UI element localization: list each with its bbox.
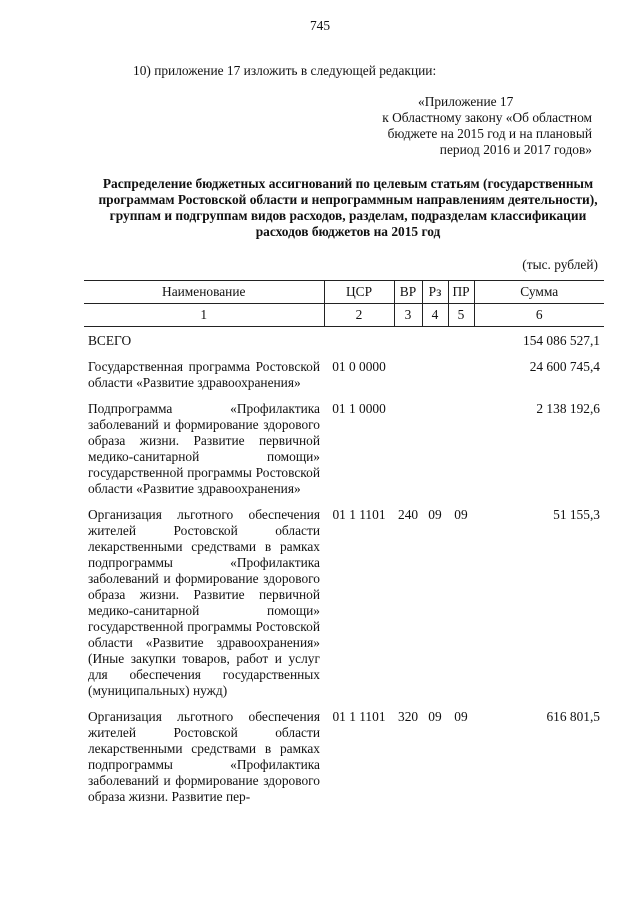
header-vr: ВР [394, 281, 422, 304]
page-number: 745 [309, 18, 331, 33]
row-pr [448, 353, 474, 395]
header-pr: ПР [448, 281, 474, 304]
row-sum: 2 138 192,6 [536, 401, 600, 416]
col-number-3: 3 [394, 304, 422, 327]
row-vr [394, 353, 422, 395]
row-vr [394, 395, 422, 501]
row-csr: 01 1 1101 [332, 507, 386, 522]
appendix-line-3: бюджете на 2015 год и на плановый [387, 126, 592, 141]
row-sum: 616 801,5 [546, 709, 600, 724]
row-rz [422, 395, 448, 501]
row-pr [448, 395, 474, 501]
row-rz [422, 327, 448, 354]
row-pr: 09 [454, 507, 468, 522]
table-row [84, 395, 604, 501]
row-csr: 01 1 0000 [332, 401, 386, 416]
table-row [84, 703, 604, 809]
row-name: Организация льготного обеспечения жителей Ростовской области лекарственными средствами в рамках подпрограммы «Профилактика заболеваний и формирование здорового образа жизни. Развитие пер- [88, 709, 320, 804]
row-vr: 320 [398, 709, 419, 724]
col-number-4: 4 [422, 304, 448, 327]
amendment-intro: 10) приложение 17 изложить в следующей редакции: [133, 63, 437, 78]
row-rz: 09 [428, 507, 442, 522]
document-title: Распределение бюджетных ассигнований по целевым статьям (государственным программам Ростовской области и непрограммным направлениям деятельности), группам и подгруппам видов расходов, разделам, подразделам классификации расходов бюджетов на 2015 год [98, 176, 598, 239]
row-sum: 154 086 527,1 [523, 333, 600, 348]
col-number-2: 2 [324, 304, 394, 327]
row-name: Государственная программа Ростовской области «Развитие здравоохранения» [88, 359, 320, 390]
row-pr [448, 327, 474, 354]
table-row [84, 327, 604, 354]
appendix-line-2: к Областному закону «Об областном [382, 110, 592, 125]
col-number-5: 5 [448, 304, 474, 327]
row-csr [324, 327, 394, 354]
row-csr: 01 0 0000 [332, 359, 386, 374]
row-csr: 01 1 1101 [332, 709, 386, 724]
col-number-6: 6 [474, 304, 604, 327]
units-label: (тыс. рублей) [522, 257, 598, 272]
row-name: Подпрограмма «Профилактика заболеваний и формирование здорового образа жизни. Развитие первичной медико-санитарной помощи» государственной программы Ростовской области «Развитие здравоохранения» [88, 401, 320, 496]
budget-table [84, 280, 604, 809]
header-rz: Рз [422, 281, 448, 304]
header-sum: Сумма [474, 281, 604, 304]
column-number-row [84, 304, 604, 327]
col-number-1: 1 [84, 304, 324, 327]
appendix-header [330, 94, 592, 158]
appendix-line-1: «Приложение 17 [418, 94, 514, 109]
row-vr [394, 327, 422, 354]
row-name: ВСЕГО [88, 333, 132, 348]
row-pr: 09 [454, 709, 468, 724]
header-csr: ЦСР [324, 281, 394, 304]
header-row [84, 281, 604, 304]
row-rz [422, 353, 448, 395]
table-row [84, 353, 604, 395]
row-sum: 51 155,3 [553, 507, 600, 522]
row-vr: 240 [398, 507, 419, 522]
row-sum: 24 600 745,4 [529, 359, 600, 374]
row-rz: 09 [428, 709, 442, 724]
table-row [84, 501, 604, 703]
row-name: Организация льготного обеспечения жителей Ростовской области лекарственными средствами в рамках подпрограммы «Профилактика заболеваний и формирование здорового образа жизни. Развитие первичной медико-санитарной помощи» государственной программы Ростовской области «Развитие здравоохранения» (Иные закупки товаров, работ и услуг для обеспечения государственных (муниципальных) нужд) [88, 507, 320, 698]
header-name: Наименование [84, 281, 324, 304]
appendix-line-4: период 2016 и 2017 годов» [439, 142, 592, 157]
